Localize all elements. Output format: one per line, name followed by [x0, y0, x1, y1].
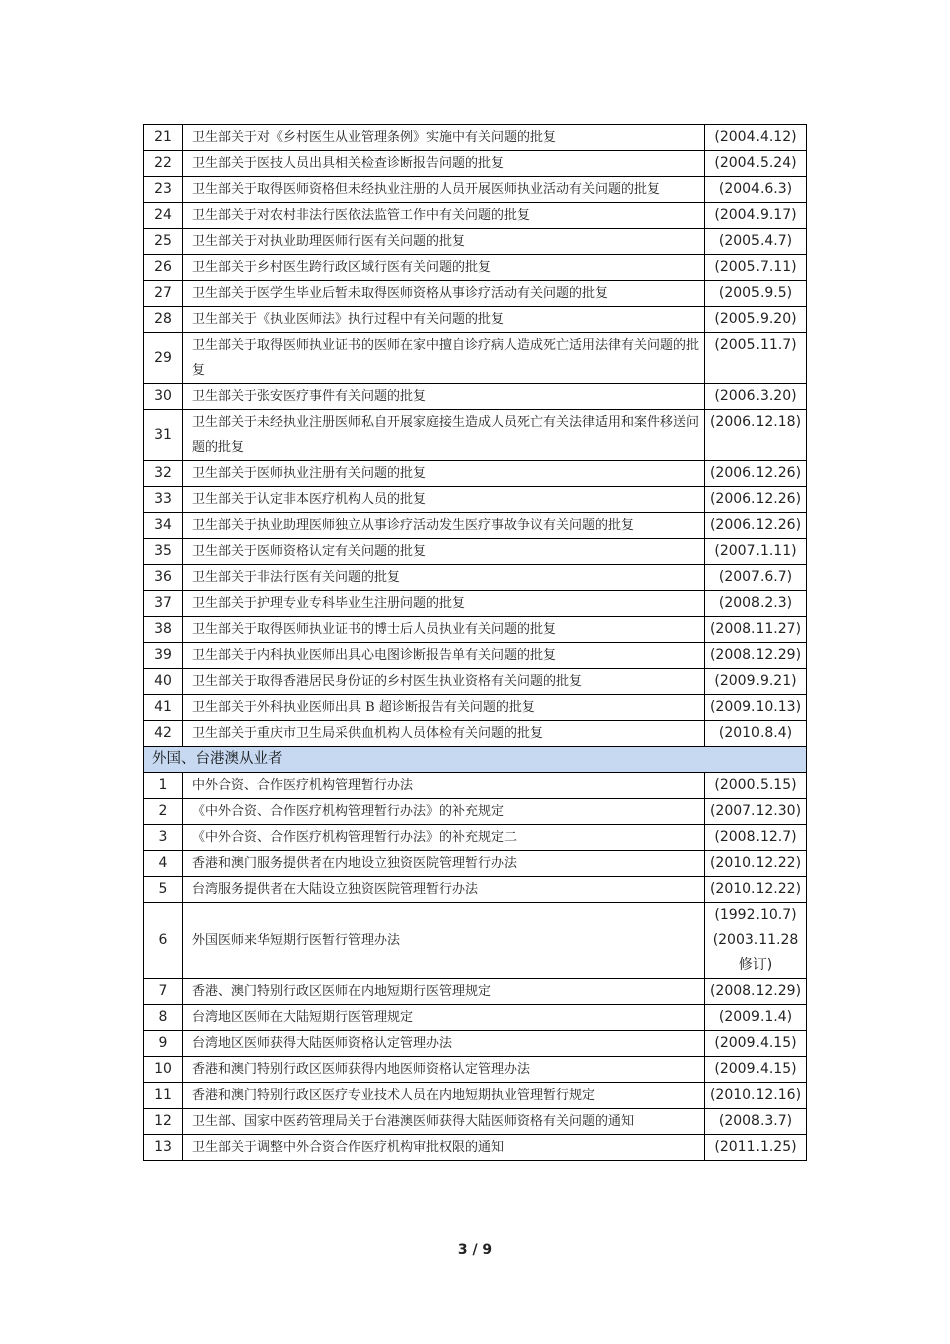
row-number: 10 [144, 1057, 183, 1083]
date-line: (2008.12.29) [709, 647, 802, 663]
document-title: 台湾地区医师获得大陆医师资格认定管理办法 [183, 1031, 705, 1057]
document-title: 中外合资、合作医疗机构管理暂行办法 [183, 773, 705, 799]
date-line: (2007.6.7) [718, 569, 793, 585]
table-row [144, 799, 807, 825]
document-title: 外国医师来华短期行医暂行管理办法 [183, 903, 705, 979]
document-date [705, 125, 807, 151]
row-number: 13 [144, 1135, 183, 1161]
date-line: (2003.11.28 [712, 932, 799, 948]
table-row [144, 281, 807, 307]
row-number: 7 [144, 979, 183, 1005]
date-line: (2008.12.7) [714, 829, 797, 845]
document-title: 卫生部关于调整中外合资合作医疗机构审批权限的通知 [183, 1135, 705, 1161]
row-number: 23 [144, 177, 183, 203]
row-number: 25 [144, 229, 183, 255]
row-number: 35 [144, 539, 183, 565]
date-line: (2011.1.25) [714, 1139, 797, 1155]
table-row [144, 513, 807, 539]
row-number: 29 [144, 333, 183, 384]
document-date [705, 333, 807, 384]
document-date [705, 1057, 807, 1083]
row-number: 12 [144, 1109, 183, 1135]
table-row [144, 591, 807, 617]
table-row [144, 487, 807, 513]
document-date [705, 669, 807, 695]
table-row [144, 877, 807, 903]
date-line: (2008.2.3) [718, 595, 793, 611]
row-number: 21 [144, 125, 183, 151]
document-title: 卫生部关于张安医疗事件有关问题的批复 [183, 384, 705, 410]
date-line: (2009.1.4) [718, 1009, 793, 1025]
document-title: 台湾地区医师在大陆短期行医管理规定 [183, 1005, 705, 1031]
date-line: (2009.10.13) [709, 699, 802, 715]
document-date [705, 851, 807, 877]
document-date [705, 1005, 807, 1031]
document-date [705, 151, 807, 177]
table-row [144, 229, 807, 255]
row-number: 39 [144, 643, 183, 669]
document-date [705, 695, 807, 721]
document-date [705, 1135, 807, 1161]
row-number: 22 [144, 151, 183, 177]
date-line: (2009.9.21) [714, 673, 797, 689]
row-number: 32 [144, 461, 183, 487]
row-number: 31 [144, 410, 183, 461]
document-title: 台湾服务提供者在大陆设立独资医院管理暂行办法 [183, 877, 705, 903]
row-number: 9 [144, 1031, 183, 1057]
page-number: 3 / 9 [457, 1242, 493, 1258]
date-line: (2004.5.24) [714, 155, 797, 171]
row-number: 37 [144, 591, 183, 617]
table-row [144, 979, 807, 1005]
document-title: 卫生部关于医学生毕业后暂未取得医师资格从事诊疗活动有关问题的批复 [183, 281, 705, 307]
date-line: (2009.4.15) [714, 1035, 797, 1051]
row-number: 28 [144, 307, 183, 333]
table-row [144, 177, 807, 203]
document-date [705, 1083, 807, 1109]
physician-rulings-section [144, 125, 807, 747]
document-title: 卫生部关于医师资格认定有关问题的批复 [183, 539, 705, 565]
date-line: 修订) [738, 957, 773, 973]
document-date [705, 979, 807, 1005]
table-row [144, 565, 807, 591]
date-line: (2010.12.22) [709, 881, 802, 897]
table-row [144, 773, 807, 799]
document-title: 卫生部关于未经执业注册医师私自开展家庭接生造成人员死亡有关法律适用和案件移送问题的批复 [183, 410, 705, 461]
document-date [705, 384, 807, 410]
date-line: (2006.12.18) [709, 414, 802, 430]
date-line: (2000.5.15) [714, 777, 797, 793]
table-row [144, 1109, 807, 1135]
row-number: 26 [144, 255, 183, 281]
document-date [705, 825, 807, 851]
document-date [705, 255, 807, 281]
row-number: 40 [144, 669, 183, 695]
document-date [705, 203, 807, 229]
document-date [705, 539, 807, 565]
row-number: 8 [144, 1005, 183, 1031]
document-date [705, 617, 807, 643]
document-title: 卫生部关于内科执业医师出具心电图诊断报告单有关问题的批复 [183, 643, 705, 669]
table-row [144, 125, 807, 151]
row-number: 4 [144, 851, 183, 877]
date-line: (2004.4.12) [714, 129, 797, 145]
section-title: 外国、台港澳从业者 [144, 747, 807, 773]
table-row [144, 1083, 807, 1109]
table-row [144, 1005, 807, 1031]
table-row [144, 307, 807, 333]
document-title: 卫生部关于对农村非法行医依法监管工作中有关问题的批复 [183, 203, 705, 229]
date-line: (2010.8.4) [718, 725, 793, 741]
row-number: 33 [144, 487, 183, 513]
table-row [144, 721, 807, 747]
document-title: 卫生部关于《执业医师法》执行过程中有关问题的批复 [183, 307, 705, 333]
row-number: 36 [144, 565, 183, 591]
table-row [144, 410, 807, 461]
table-row [144, 384, 807, 410]
document-title: 香港、澳门特别行政区医师在内地短期行医管理规定 [183, 979, 705, 1005]
document-title: 卫生部关于取得医师资格但未经执业注册的人员开展医师执业活动有关问题的批复 [183, 177, 705, 203]
table-row [144, 151, 807, 177]
row-number: 34 [144, 513, 183, 539]
document-title: 卫生部关于乡村医生跨行政区域行医有关问题的批复 [183, 255, 705, 281]
table-row [144, 1031, 807, 1057]
section-header-row [144, 747, 807, 773]
foreign-practitioners-section [144, 773, 807, 1161]
date-line: (2005.7.11) [714, 259, 797, 275]
document-date [705, 1109, 807, 1135]
table-row [144, 903, 807, 979]
row-number: 3 [144, 825, 183, 851]
document-title: 卫生部关于对执业助理医师行医有关问题的批复 [183, 229, 705, 255]
document-title: 香港和澳门服务提供者在内地设立独资医院管理暂行办法 [183, 851, 705, 877]
date-line: (2009.4.15) [714, 1061, 797, 1077]
document-title: 卫生部关于认定非本医疗机构人员的批复 [183, 487, 705, 513]
table-row [144, 539, 807, 565]
document-date [705, 513, 807, 539]
document-date [705, 229, 807, 255]
document-title: 卫生部关于外科执业医师出具 B 超诊断报告有关问题的批复 [183, 695, 705, 721]
document-title: 卫生部关于执业助理医师独立从事诊疗活动发生医疗事故争议有关问题的批复 [183, 513, 705, 539]
date-line: (2006.12.26) [709, 517, 802, 533]
document-title: 卫生部关于重庆市卫生局采供血机构人员体检有关问题的批复 [183, 721, 705, 747]
document-date [705, 591, 807, 617]
table-row [144, 617, 807, 643]
foreign-practitioners-section-header [144, 747, 807, 773]
date-line: (1992.10.7) [714, 907, 797, 923]
table-row [144, 669, 807, 695]
document-title: 卫生部关于取得香港居民身份证的乡村医生执业资格有关问题的批复 [183, 669, 705, 695]
document-title: 香港和澳门特别行政区医疗专业技术人员在内地短期执业管理暂行规定 [183, 1083, 705, 1109]
document-title: 《中外合资、合作医疗机构管理暂行办法》的补充规定 [183, 799, 705, 825]
row-number: 1 [144, 773, 183, 799]
date-line: (2007.1.11) [714, 543, 797, 559]
row-number: 6 [144, 903, 183, 979]
date-line: (2004.9.17) [714, 207, 797, 223]
document-title: 香港和澳门特别行政区医师获得内地医师资格认定管理办法 [183, 1057, 705, 1083]
date-line: (2004.6.3) [718, 181, 793, 197]
document-date [705, 877, 807, 903]
document-title: 卫生部关于非法行医有关问题的批复 [183, 565, 705, 591]
date-line: (2007.12.30) [709, 803, 802, 819]
table-row [144, 203, 807, 229]
table-row [144, 643, 807, 669]
document-title: 卫生部关于取得医师执业证书的医师在家中擅自诊疗病人造成死亡适用法律有关问题的批复 [183, 333, 705, 384]
document-date [705, 461, 807, 487]
date-line: (2005.11.7) [714, 337, 797, 353]
table-row [144, 825, 807, 851]
row-number: 30 [144, 384, 183, 410]
date-line: (2006.12.26) [709, 491, 802, 507]
document-date [705, 643, 807, 669]
date-line: (2006.3.20) [714, 388, 797, 404]
document-date [705, 773, 807, 799]
date-line: (2008.12.29) [709, 983, 802, 999]
table-row [144, 461, 807, 487]
document-date [705, 281, 807, 307]
document-title: 卫生部关于医技人员出具相关检查诊断报告问题的批复 [183, 151, 705, 177]
document-date [705, 487, 807, 513]
document-title: 卫生部关于取得医师执业证书的博士后人员执业有关问题的批复 [183, 617, 705, 643]
date-line: (2006.12.26) [709, 465, 802, 481]
document-title: 卫生部关于护理专业专科毕业生注册问题的批复 [183, 591, 705, 617]
table-row [144, 333, 807, 384]
date-line: (2008.3.7) [718, 1113, 793, 1129]
row-number: 24 [144, 203, 183, 229]
table-row [144, 851, 807, 877]
document-date [705, 1031, 807, 1057]
document-date [705, 799, 807, 825]
document-title: 卫生部关于医师执业注册有关问题的批复 [183, 461, 705, 487]
table-row [144, 1057, 807, 1083]
document-title: 卫生部、国家中医药管理局关于台港澳医师获得大陆医师资格有关问题的通知 [183, 1109, 705, 1135]
date-line: (2010.12.16) [709, 1087, 802, 1103]
document-date [705, 565, 807, 591]
document-title: 《中外合资、合作医疗机构管理暂行办法》的补充规定二 [183, 825, 705, 851]
document-title: 卫生部关于对《乡村医生从业管理条例》实施中有关问题的批复 [183, 125, 705, 151]
document-date [705, 903, 807, 979]
date-line: (2005.4.7) [718, 233, 793, 249]
row-number: 11 [144, 1083, 183, 1109]
date-line: (2008.11.27) [709, 621, 802, 637]
row-number: 5 [144, 877, 183, 903]
row-number: 27 [144, 281, 183, 307]
date-line: (2010.12.22) [709, 855, 802, 871]
table-row [144, 1135, 807, 1161]
row-number: 38 [144, 617, 183, 643]
row-number: 2 [144, 799, 183, 825]
table-row [144, 695, 807, 721]
date-line: (2005.9.20) [714, 311, 797, 327]
document-date [705, 307, 807, 333]
date-line: (2005.9.5) [718, 285, 793, 301]
document-date [705, 410, 807, 461]
regulations-table [143, 124, 807, 1161]
row-number: 42 [144, 721, 183, 747]
document-date [705, 177, 807, 203]
table-row [144, 255, 807, 281]
document-date [705, 721, 807, 747]
row-number: 41 [144, 695, 183, 721]
